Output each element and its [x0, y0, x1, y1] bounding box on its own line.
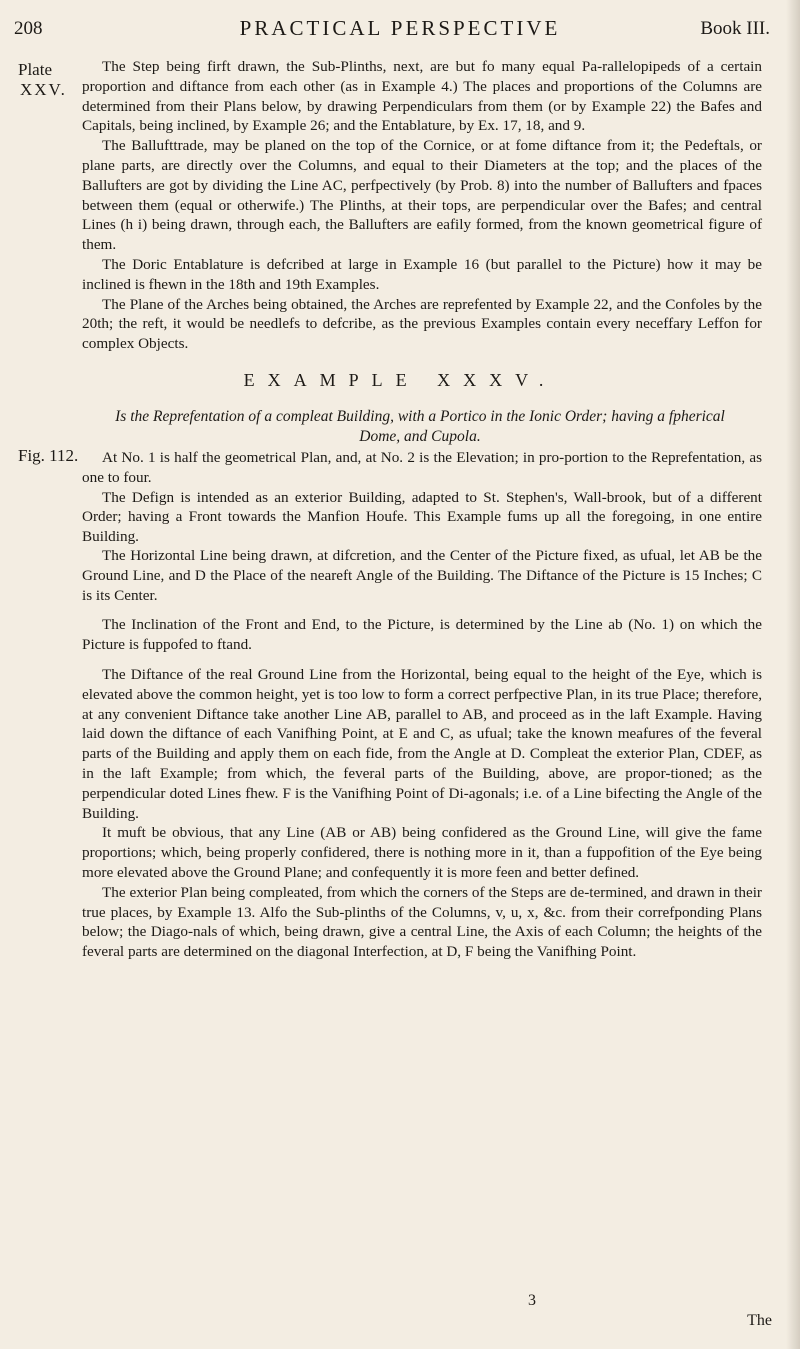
- paragraph-gap: [82, 605, 762, 615]
- body-text-block-2: [82, 448, 762, 547]
- paragraph: The Plane of the Arches being obtained, the Arches are reprefented by Example 22, and the Confoles by the 20th; the reft, it would be needlefs to defcribe, as the previous Examples contain every neceffary Leffon for complex Objects.: [82, 295, 762, 353]
- plate-margin-note: [18, 60, 67, 100]
- paragraph: The Doric Entablature is defcribed at large in Example 16 (but parallel to the Picture) how it may be inclined is fhewn in the 18th and 19th Examples.: [82, 255, 762, 293]
- paragraph: The Diftance of the real Ground Line from the Horizontal, being equal to the height of the Eye, which is elevated above the common height, yet is too low to form a correct perfpective Plan, in its true Place; therefore, at any convenient Diftance take another Line AB, parallel to AB, and proceed as in the laft Example. Having laid down the diftance of each Vanifhing Point, at E and C, as ufual; take the known meafures of the feveral parts of the Building and apply them on each fide, from the Angle at D. Compleat the exterior Plan, CDEF, as in the laft Example; from which, the feveral parts of the Building, above, are propor-tioned; as the perpendicular doted Lines fhew. F is the Vanifhing Point of Di-agonals; i.e. of a Line bifecting the Angle of the Building.: [82, 665, 762, 822]
- page-edge-shadow: [786, 0, 800, 1349]
- paragraph: The Inclination of the Front and End, to the Picture, is determined by the Line ab (No. 1) on which the Picture is fuppofed to ftand.: [82, 616, 762, 654]
- paragraph-gap: [82, 655, 762, 665]
- paragraph: The exterior Plan being compleated, from which the corners of the Steps are de-termined, and drawn in their true places, by Example 13. Alfo the Sub-plinths of the Columns, v, u, x, &c. from their correfponding Plans below; the Diago-nals of which, being drawn, give a central Line, the Axis of each Column; the heights of the feveral parts are determined on the diagonal Interfection, at D, F being the Vanifhing Point.: [82, 883, 762, 961]
- plate-number: XXV.: [20, 80, 67, 99]
- page-number: 208: [14, 18, 43, 39]
- paragraph: The Step being firft drawn, the Sub-Plinths, next, are but fo many equal Pa-rallelopipeds of a certain proportion and diftance from each other (as in Example 4.) The places and proportions of the Columns are determined from their Plans below, by drawing Perpendiculars from them (or by Example 22) the Bafes and Capitals, being inclined, by Example 26; and the Entablature, by Ex. 17, 18, and 9.: [82, 58, 762, 135]
- paragraph: The Ballufttrade, may be planed on the top of the Cornice, or at fome diftance from it; the Pedeftals, or plane parts, are directly over the Columns, and equal to their Diameters at the top; and the places of the Ballufters are got by dividing the Line AC, perfpectively (by Prob. 8) into the number of Ballufters and fpaces between them (equal or otherwife.) The Plinths, at their tops, are perpendicular over the Bafes; and central Lines (h i) being drawn, through each, the Ballufters are eafily formed, from the known geometrical figure of them.: [82, 137, 762, 254]
- body-text-block-3: [82, 546, 762, 962]
- catchword: The: [747, 1312, 772, 1329]
- paragraph: The Horizontal Line being drawn, at difcretion, and the Center of the Picture fixed, as ufual, let AB be the Ground Line, and D the Place of the neareft Angle of the Building. The Diftance of the Picture is 15 Inches; C is its Center.: [82, 547, 762, 604]
- paragraph: It muft be obvious, that any Line (AB or AB) being confidered as the Ground Line, will give the fame proportions; which, being properly confidered, there is nothing more in it, than a fuppofition of the Eye being more elevated above the Ground Plane; and confequently it is more feen and better defined.: [82, 824, 762, 881]
- page-header: [0, 10, 800, 40]
- paragraph: At No. 1 is half the geometrical Plan, and, at No. 2 is the Elevation; in pro-portion to the Reprefentation, as one to four.: [82, 449, 762, 486]
- example-heading: EXAMPLE XXXV.: [243, 370, 557, 390]
- body-text-block-1: [82, 57, 762, 354]
- example-subtitle: Is the Reprefentation of a compleat Building, with a Portico in the Ionic Order; having a fpherical Dome, and Cupola.: [115, 408, 725, 445]
- paragraph: The Defign is intended as an exterior Building, adapted to St. Stephen's, Wall-brook, but of a different Order; having a Front towards the Manfion Houfe. This Example fums up all the foregoing, in one entire Building.: [82, 488, 762, 546]
- running-title: PRACTICAL PERSPECTIVE: [239, 16, 561, 40]
- figure-margin-note: Fig. 112.: [18, 446, 79, 465]
- book-label: Book III.: [700, 18, 770, 39]
- plate-label: Plate: [18, 60, 52, 79]
- signature-mark: 3: [528, 1292, 536, 1309]
